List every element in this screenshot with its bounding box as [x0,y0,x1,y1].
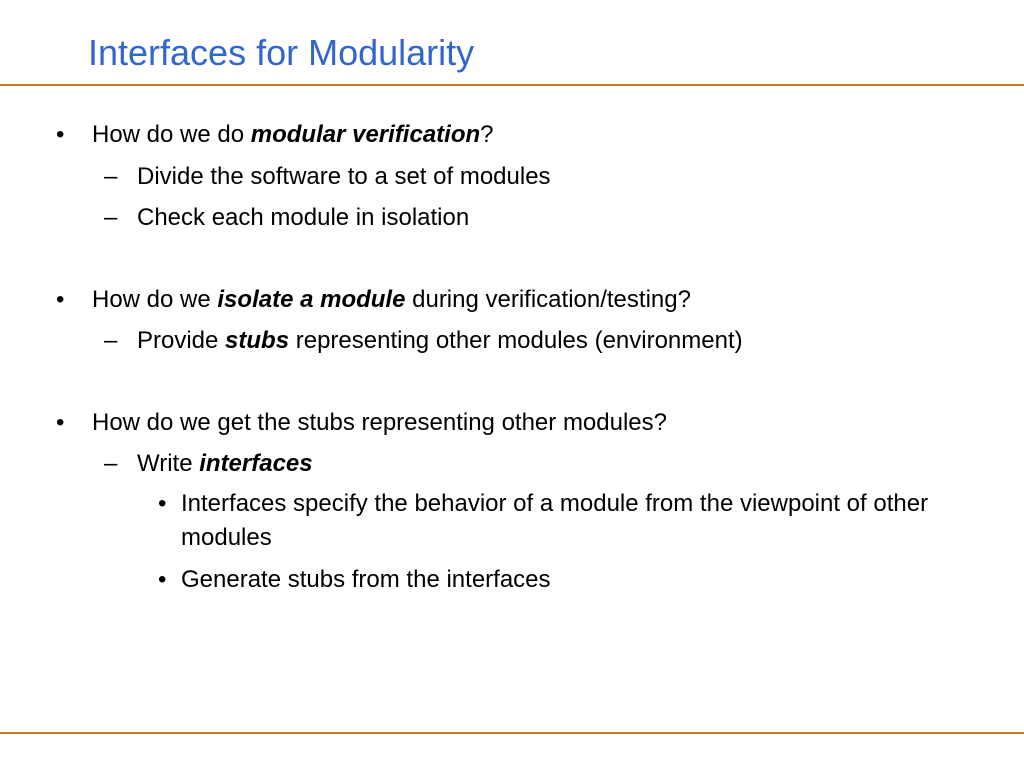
subitem-2-1 [137,326,743,356]
bullet-marker: • [56,286,65,313]
bullet-1 [56,120,64,150]
bullet-2-prefix: How do we [92,286,218,313]
top-divider [0,84,1024,86]
bullet-3-text: How do we get the stubs representing other modules? [92,409,668,436]
slide-title: Interfaces for Modularity [88,32,475,73]
subitem-2-1-emphasis: stubs [225,327,290,354]
sub-marker: – [104,327,118,354]
sub-marker: – [104,163,118,190]
bullet-1-prefix: How do we do [92,121,251,148]
sub-marker: – [104,450,118,477]
bullet-2-suffix: during verification/testing? [405,286,691,313]
subitem-1-1: Divide the software to a set of modules [137,163,551,190]
subsub-marker: • [158,566,167,593]
bullet-1-suffix: ? [480,121,494,148]
sub-marker: – [104,204,118,231]
bullet-1-text [92,120,494,150]
bullet-2-emphasis: isolate a module [217,286,406,313]
subsubitem-3-1-2: Generate stubs from the interfaces [181,566,551,593]
subitem-2-1-suffix: representing other modules (environment) [289,327,743,354]
subsub-marker: • [158,490,167,517]
subitem-1-2: Check each module in isolation [137,204,470,231]
bottom-divider [0,732,1024,734]
bullet-1-emphasis: modular verification [250,121,481,148]
bullet-marker: • [56,121,65,148]
bullet-marker: • [56,409,65,436]
subitem-3-1-emphasis: interfaces [199,450,313,477]
subsubitem-3-1-1: Interfaces specify the behavior of a module from the viewpoint of other modules [181,490,929,551]
bullet-2-text [92,285,691,315]
subitem-3-1 [137,449,313,479]
subitem-3-1-prefix: Write [137,450,200,477]
subitem-2-1-prefix: Provide [137,327,226,354]
